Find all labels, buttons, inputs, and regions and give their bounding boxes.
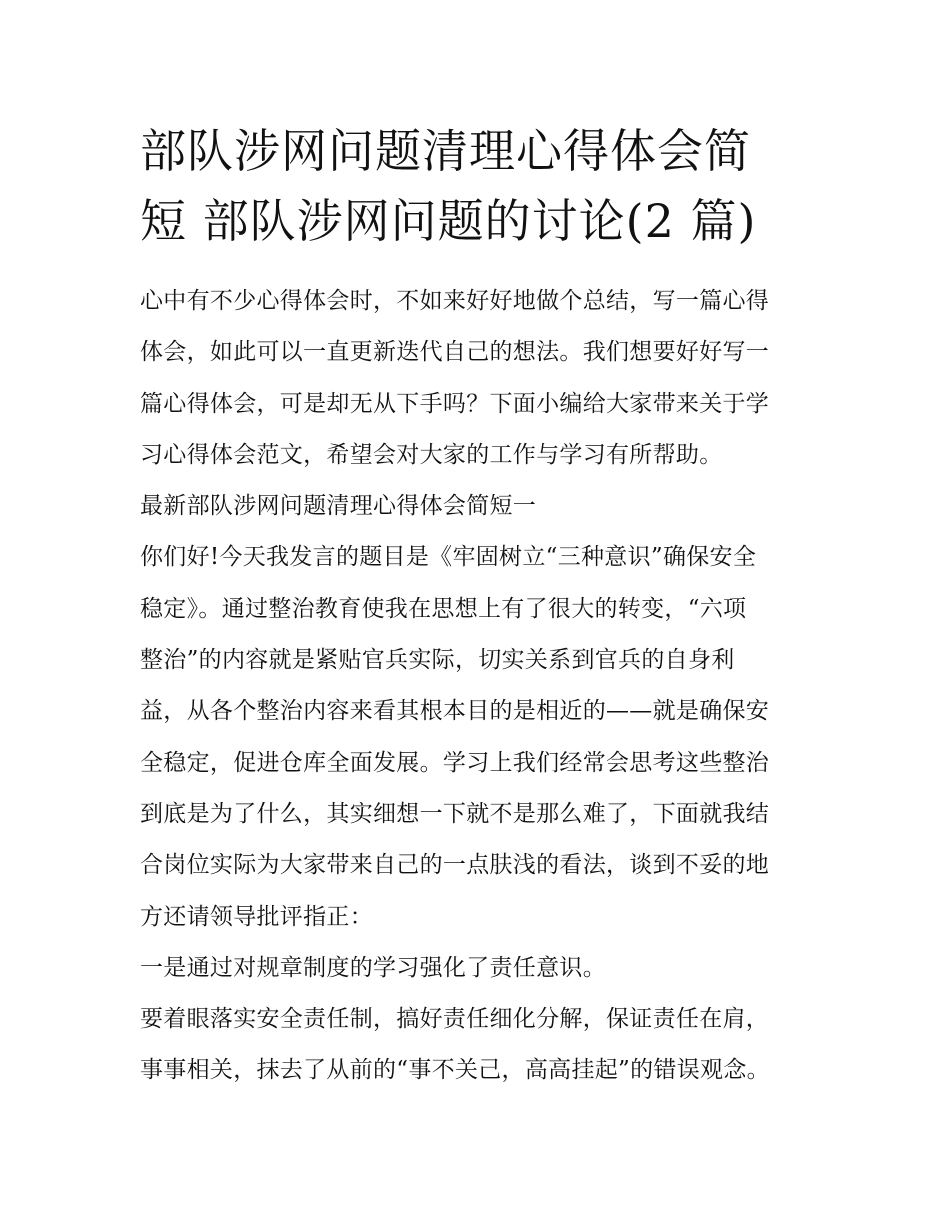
body-line-10: 全稳定，促进仓库全面发展。学习上我们经常会思考这些整治: [140, 749, 770, 776]
body-line-12: 合岗位实际为大家带来自己的一点肤浅的看法，谈到不妥的地: [140, 852, 770, 879]
title-line-2: 短 部队涉网问题的讨论(2 篇): [140, 194, 757, 248]
body-line-16: 事事相关，抹去了从前的“事不关己，高高挂起”的错误观念。: [140, 1057, 770, 1084]
body-line-4: 习心得体会范文，希望会对大家的工作与学习有所帮助。: [140, 441, 723, 468]
body-line-2: 体会，如此可以一直更新迭代自己的想法。我们想要好好写一: [140, 339, 770, 366]
section-heading: 最新部队涉网问题清理心得体会简短一: [140, 493, 537, 520]
body-line-9: 益，从各个整治内容来看其根本目的是相近的——就是确保安: [140, 698, 770, 725]
body-line-14: 一是通过对规章制度的学习强化了责任意识。: [140, 954, 606, 981]
body-line-13: 方还请领导批评指正：: [140, 903, 373, 930]
body-line-3: 篇心得体会，可是却无从下手吗？下面小编给大家带来关于学: [140, 390, 770, 417]
title-line-1: 部队涉网问题清理心得体会简: [140, 124, 751, 178]
body-line-8: 整治”的内容就是紧贴官兵实际，切实关系到官兵的自身利: [140, 647, 735, 674]
body-line-1: 心中有不少心得体会时，不如来好好地做个总结，写一篇心得: [140, 288, 770, 314]
document-body: [140, 276, 820, 1097]
body-line-6: 你们好!今天我发言的题目是《牢固树立“三种意识”确保安全: [140, 544, 757, 571]
body-line-11: 到底是为了什么，其实细想一下就不是那么难了，下面就我结: [140, 800, 770, 827]
document-title: [140, 116, 820, 256]
body-line-7: 稳定》。通过整治教育使我在思想上有了很大的转变，“六项: [140, 595, 747, 622]
body-line-15: 要着眼落实安全责任制，搞好责任细化分解，保证责任在肩，: [140, 1006, 770, 1033]
